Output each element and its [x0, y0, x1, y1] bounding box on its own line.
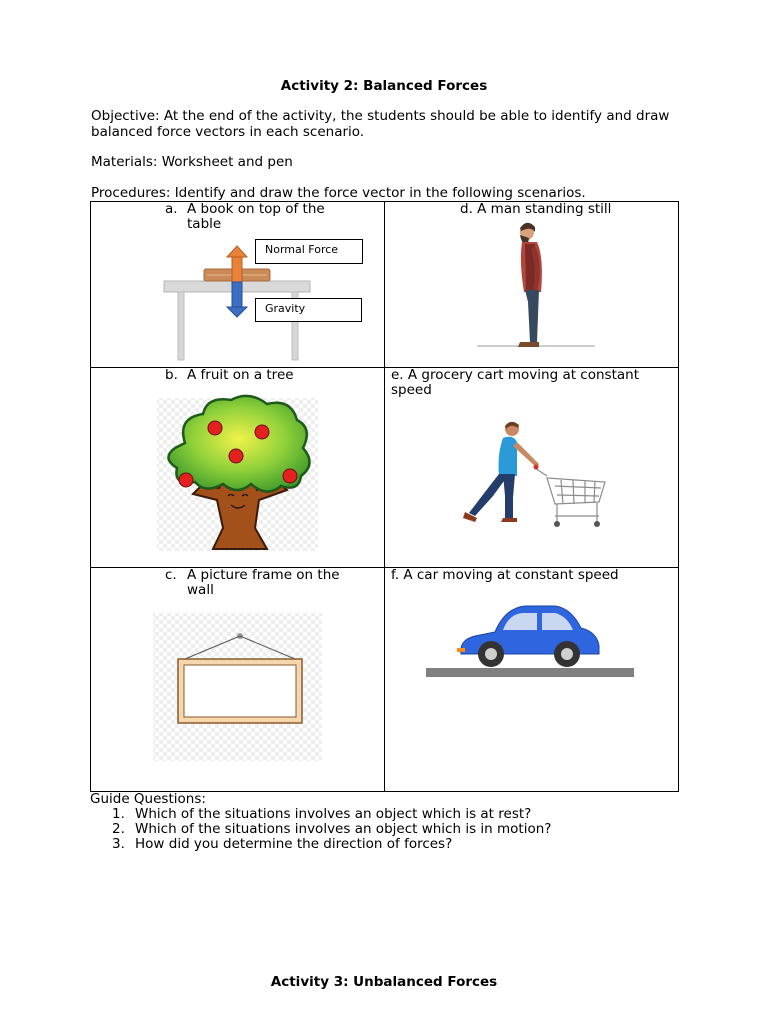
man-legs — [525, 290, 539, 342]
scenario-cell-c — [91, 568, 385, 792]
guide-questions-heading: Guide Questions: — [90, 791, 206, 807]
scenario-b-marker: b. — [165, 367, 178, 383]
scenario-d-label: d. A man standing still — [460, 201, 612, 217]
cart-icon — [535, 468, 605, 522]
scenario-cell-f — [385, 568, 679, 792]
question-1-number: 1. — [112, 806, 125, 822]
picture-frame-illustration — [91, 568, 384, 791]
scenario-c-marker: c. — [165, 567, 177, 583]
apple-icon — [283, 469, 297, 483]
scenario-a-line1: A book on top of the — [187, 201, 325, 217]
scenario-c-line2: wall — [187, 582, 214, 598]
gravity-label: Gravity — [265, 302, 306, 315]
normal-force-label-box — [255, 239, 363, 264]
question-1-text: Which of the situations involves an object which is at rest? — [135, 806, 532, 822]
scenario-cell-d — [385, 202, 679, 368]
apple-icon — [255, 425, 269, 439]
guide-question-2 — [112, 821, 551, 837]
man-shoes — [518, 342, 539, 347]
table-row — [91, 568, 679, 792]
question-2-number: 2. — [112, 821, 125, 837]
person-shirt — [499, 437, 518, 476]
table-row — [91, 202, 679, 368]
scenario-cell-b — [91, 368, 385, 568]
materials-text: Materials: Worksheet and pen — [91, 154, 293, 170]
table-row — [91, 368, 679, 568]
scenario-e-line1: e. A grocery cart moving at constant — [391, 367, 639, 383]
grocery-cart-illustration — [385, 368, 678, 567]
scenario-a-line2: table — [187, 216, 222, 232]
normal-force-arrow — [232, 256, 242, 282]
car-illustration — [385, 568, 678, 791]
objective-text: Objective: At the end of the activity, the students should be able to identify and draw balanced force vectors in each scenario. — [91, 108, 670, 140]
gravity-label-box — [255, 298, 362, 322]
activity-3-title: Activity 3: Unbalanced Forces — [270, 974, 498, 990]
guide-question-3 — [112, 836, 452, 852]
book-on-table-illustration — [91, 202, 384, 367]
table-leg-left — [178, 292, 184, 360]
normal-force-label: Normal Force — [265, 243, 339, 256]
question-3-number: 3. — [112, 836, 125, 852]
activity-2-title: Activity 2: Balanced Forces — [280, 78, 488, 94]
question-3-text: How did you determine the direction of forces? — [135, 836, 453, 852]
scenario-table — [90, 201, 679, 792]
scenario-b-line1: A fruit on a tree — [187, 367, 294, 383]
apple-icon — [229, 449, 243, 463]
scenario-a-marker: a. — [165, 201, 178, 217]
man-standing-illustration — [385, 202, 678, 367]
scenario-f-label: f. A car moving at constant speed — [391, 567, 619, 583]
scenario-c-line1: A picture frame on the — [187, 567, 340, 583]
scenario-e-line2: speed — [391, 382, 432, 398]
road — [426, 668, 634, 677]
guide-question-1 — [112, 806, 531, 822]
question-2-text: Which of the situations involves an object which is in motion? — [135, 821, 552, 837]
scenario-cell-e — [385, 368, 679, 568]
apple-icon — [179, 473, 193, 487]
apple-icon — [208, 421, 222, 435]
scenario-cell-a — [91, 202, 385, 368]
gravity-arrow — [232, 282, 242, 308]
fruit-tree-illustration — [91, 368, 384, 567]
procedures-text: Procedures: Identify and draw the force vector in the following scenarios. — [91, 185, 586, 201]
